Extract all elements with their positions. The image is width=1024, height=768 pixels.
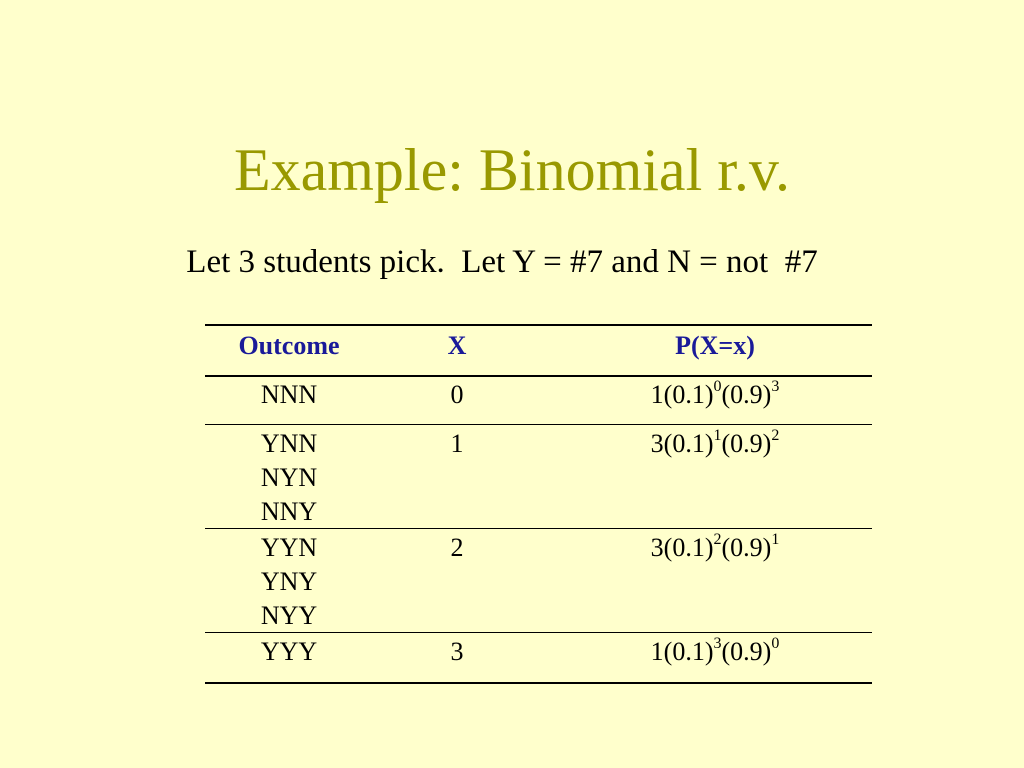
table-row-prob: $1(0.1)^3(0.9)^0$ — [650, 635, 780, 666]
outcome-label: YYN — [260, 533, 318, 562]
slide-subtitle: Let 3 students pick. Let Y = #7 and N = not #7 — [186, 244, 818, 280]
table-bottom-rule — [205, 682, 872, 684]
table-top-rule — [205, 324, 872, 326]
prob-q: 0.9 — [730, 637, 763, 666]
prob-p: 0.1 — [672, 429, 705, 458]
outcome-label: NYN — [260, 463, 318, 492]
outcome-label: YYY — [260, 637, 318, 666]
table-row-outcomes — [205, 378, 373, 412]
table-row-x: 2 — [450, 533, 464, 562]
prob-coef: 3 — [650, 533, 664, 562]
table-row-x: 3 — [450, 637, 464, 666]
table-row-x: 0 — [450, 380, 464, 409]
prob-q: 0.9 — [730, 533, 763, 562]
prob-q-exponent: 0 — [771, 635, 780, 652]
table-row-outcomes — [205, 531, 373, 633]
table-row-prob: $3(0.1)^2(0.9)^1$ — [650, 531, 780, 562]
prob-p-exponent: 0 — [713, 378, 722, 395]
outcome-label: NYY — [260, 601, 318, 630]
prob-q-exponent: 3 — [771, 378, 780, 395]
slide-title: Example: Binomial r.v. — [233, 137, 791, 203]
row-divider — [205, 632, 872, 633]
table-row-x: 1 — [450, 429, 464, 458]
header-prob: P(X=x) — [675, 331, 755, 360]
prob-p-exponent: 1 — [713, 427, 722, 444]
row-divider — [205, 528, 872, 529]
prob-coef: 1 — [650, 380, 664, 409]
outcome-label: YNY — [260, 567, 318, 596]
prob-p-exponent: 2 — [713, 531, 722, 548]
prob-p: 0.1 — [672, 637, 705, 666]
table-row-outcomes — [205, 427, 373, 529]
prob-coef: 3 — [650, 429, 664, 458]
header-outcome: Outcome — [238, 331, 340, 360]
prob-p: 0.1 — [672, 380, 705, 409]
prob-p-exponent: 3 — [713, 635, 722, 652]
prob-coef: 1 — [650, 637, 664, 666]
prob-p: 0.1 — [672, 533, 705, 562]
outcome-label: NNY — [260, 497, 318, 526]
header-x: X — [447, 331, 467, 360]
outcome-label: YNN — [260, 429, 318, 458]
table-row-prob: $3(0.1)^1(0.9)^2$ — [650, 427, 780, 458]
outcome-label: NNN — [260, 380, 318, 409]
row-divider — [205, 424, 872, 425]
table-row-outcomes — [205, 635, 373, 669]
prob-q-exponent: 1 — [771, 531, 780, 548]
header-rule — [205, 375, 872, 377]
prob-q: 0.9 — [730, 429, 763, 458]
prob-q: 0.9 — [730, 380, 763, 409]
prob-q-exponent: 2 — [771, 427, 780, 444]
table-row-prob: $1(0.1)^0(0.9)^3$ — [650, 378, 780, 409]
